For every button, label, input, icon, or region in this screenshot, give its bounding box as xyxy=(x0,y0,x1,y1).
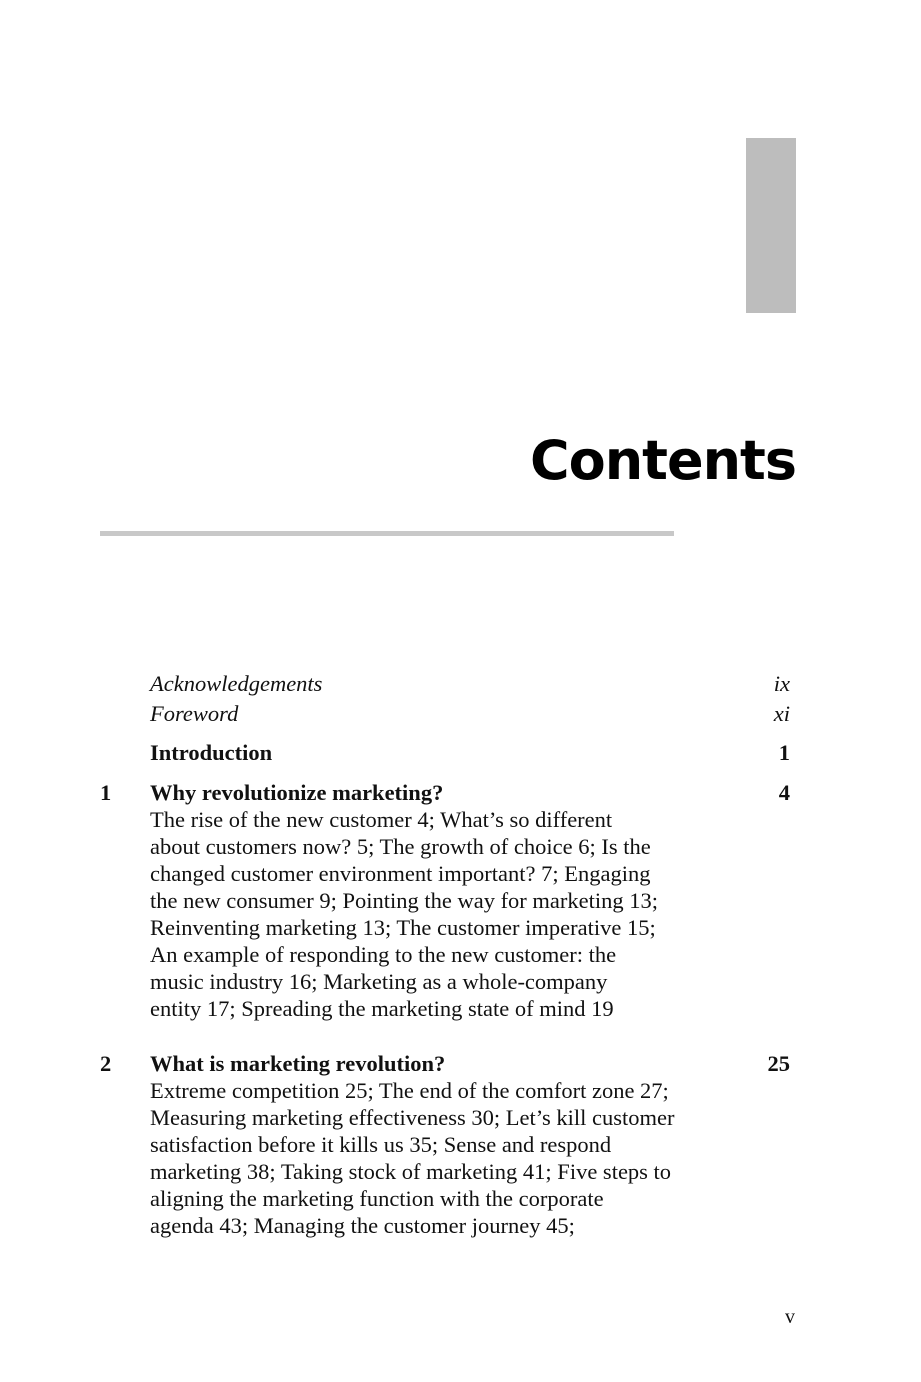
section-line: An example of responding to the new customer: the xyxy=(150,942,617,967)
section-line: The rise of the new customer 4; What’s so different xyxy=(150,807,613,832)
section-line: agenda 43; Managing the customer journey 45; xyxy=(150,1213,575,1238)
section-line: the new consumer 9; Pointing the way for marketing 13; xyxy=(150,888,659,913)
chapter-page: 4 xyxy=(778,780,790,805)
chapter-1-sections xyxy=(150,806,730,1022)
chapter-page: 25 xyxy=(767,1051,790,1076)
section-line: Reinventing marketing 13; The customer imperative 15; xyxy=(150,915,656,940)
toc-entry-page: ix xyxy=(773,671,790,696)
chapter-title: Why revolutionize marketing? xyxy=(150,780,444,805)
chapter-number: 1 xyxy=(100,780,112,805)
title-rule xyxy=(100,531,674,536)
section-line: marketing 38; Taking stock of marketing 41; Five steps to xyxy=(150,1159,672,1184)
page-number: v xyxy=(785,1306,795,1328)
section-line: music industry 16; Marketing as a whole-company xyxy=(150,969,608,994)
section-line: entity 17; Spreading the marketing state of mind 19 xyxy=(150,996,614,1021)
chapter-2-sections xyxy=(150,1077,730,1239)
section-line: satisfaction before it kills us 35; Sense and respond xyxy=(150,1132,612,1157)
section-line: about customers now? 5; The growth of choice 6; Is the xyxy=(150,834,651,859)
section-line: changed customer environment important? 7; Engaging xyxy=(150,861,651,886)
section-line: Extreme competition 25; The end of the comfort zone 27; xyxy=(150,1078,669,1103)
chapter-number: 2 xyxy=(100,1051,112,1076)
page-title: Contents xyxy=(529,429,796,492)
chapter-title: What is marketing revolution? xyxy=(150,1051,446,1076)
toc-entry-page: xi xyxy=(773,701,790,726)
section-line: Measuring marketing effectiveness 30; Let’s kill customer xyxy=(150,1105,675,1130)
toc-entry-label: Acknowledgements xyxy=(150,671,323,696)
toc-entry-page: 1 xyxy=(778,740,790,765)
section-line: aligning the marketing function with the corporate xyxy=(150,1186,604,1211)
toc-entry-label: Foreword xyxy=(150,701,239,726)
toc-entry-label: Introduction xyxy=(150,740,273,765)
chapter-tab-marker xyxy=(746,138,796,313)
